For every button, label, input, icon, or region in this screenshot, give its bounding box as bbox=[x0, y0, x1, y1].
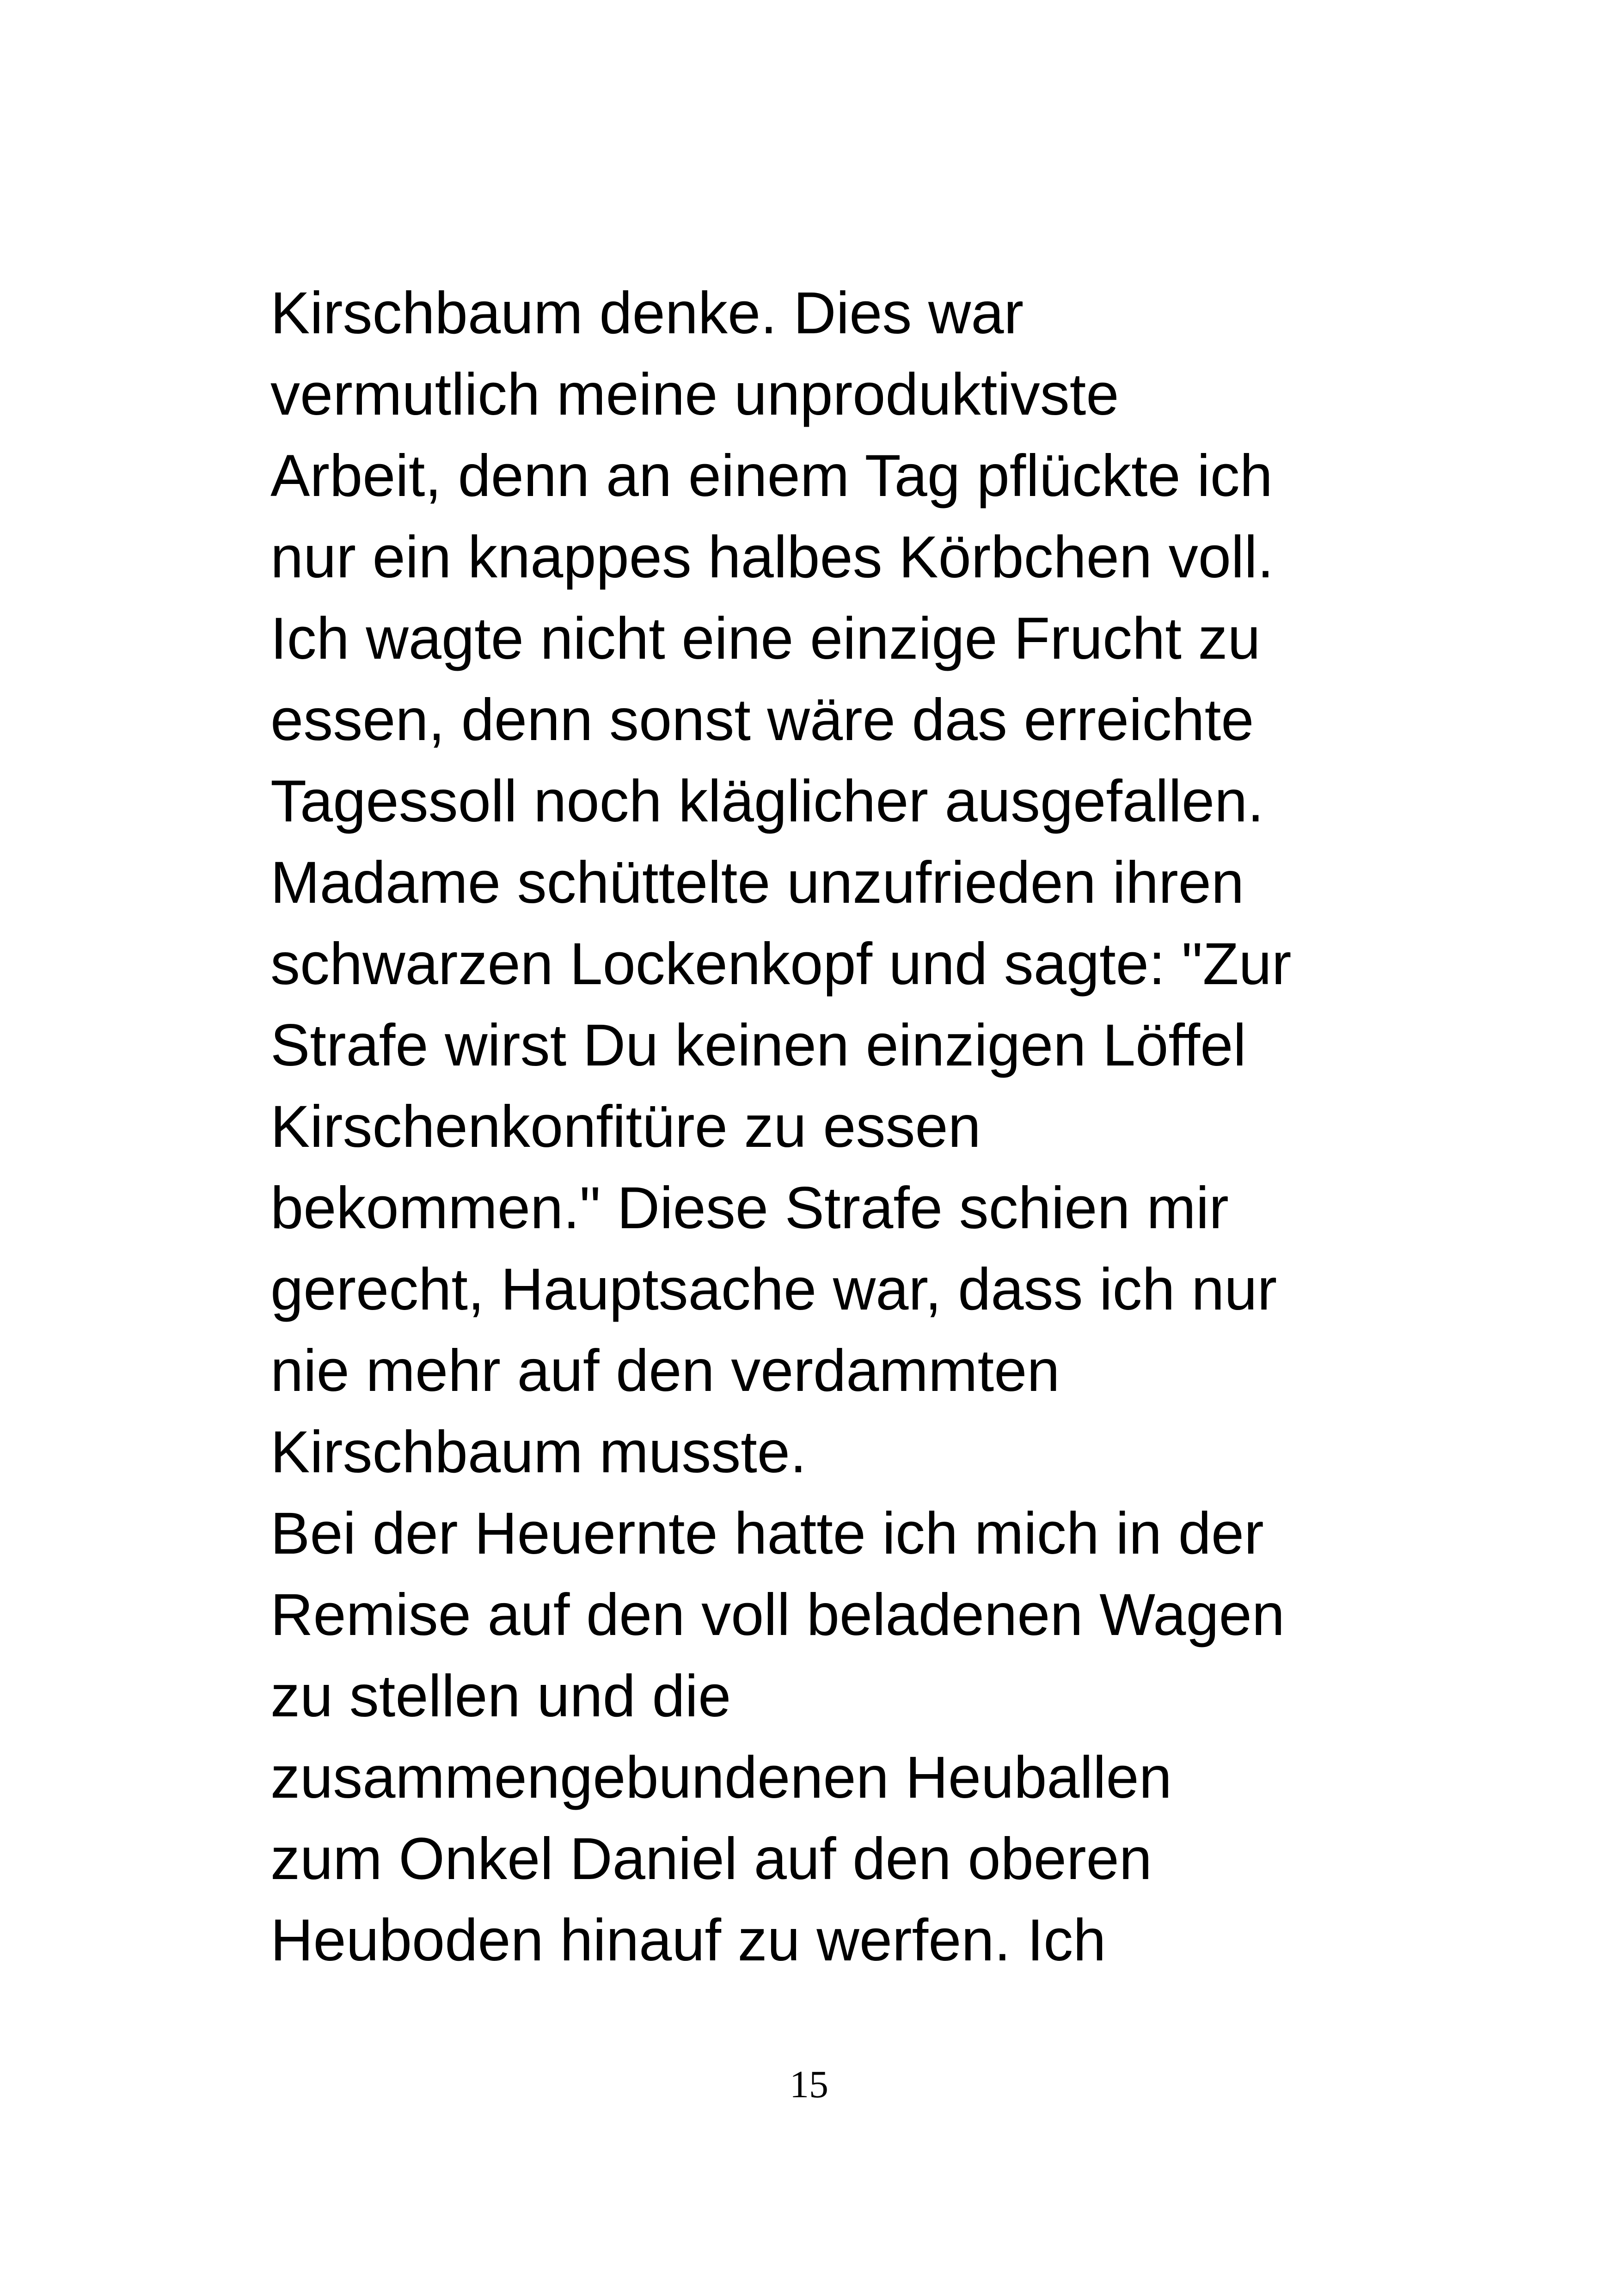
text-line: Tagessoll noch kläglicher ausgefallen. bbox=[270, 768, 1264, 834]
text-line: Remise auf den voll beladenen Wagen bbox=[270, 1582, 1285, 1648]
text-line: vermutlich meine unproduktivste bbox=[270, 361, 1119, 428]
text-line: nie mehr auf den verdammten bbox=[270, 1338, 1060, 1404]
text-line: bekommen." Diese Strafe schien mir bbox=[270, 1175, 1229, 1241]
text-line: schwarzen Lockenkopf und sagte: "Zur bbox=[270, 931, 1292, 997]
text-line: Kirschbaum musste. bbox=[270, 1419, 807, 1485]
text-line: essen, denn sonst wäre das erreichte bbox=[270, 687, 1254, 753]
text-line: Kirschbaum denke. Dies war bbox=[270, 280, 1024, 346]
text-line: Strafe wirst Du keinen einzigen Löffel bbox=[270, 1012, 1246, 1078]
text-line: Heuboden hinauf zu werfen. Ich bbox=[270, 1907, 1106, 1973]
text-line: Arbeit, denn an einem Tag pflückte ich bbox=[270, 443, 1273, 509]
text-line: zusammengebundenen Heuballen bbox=[270, 1745, 1172, 1811]
text-line: gerecht, Hauptsache war, dass ich nur bbox=[270, 1256, 1277, 1322]
text-line: Madame schüttelte unzufrieden ihren bbox=[270, 850, 1244, 916]
text-line: nur ein knappes halbes Körbchen voll. bbox=[270, 524, 1274, 590]
text-line: zu stellen und die bbox=[270, 1663, 731, 1729]
text-line: Bei der Heuernte hatte ich mich in der bbox=[270, 1500, 1264, 1567]
text-line: Ich wagte nicht eine einzige Frucht zu bbox=[270, 606, 1261, 672]
page-number: 15 bbox=[790, 2063, 828, 2106]
text-line: zum Onkel Daniel auf den oberen bbox=[270, 1826, 1152, 1892]
text-line: Kirschenkonfitüre zu essen bbox=[270, 1094, 981, 1160]
body-text bbox=[270, 273, 1426, 1981]
